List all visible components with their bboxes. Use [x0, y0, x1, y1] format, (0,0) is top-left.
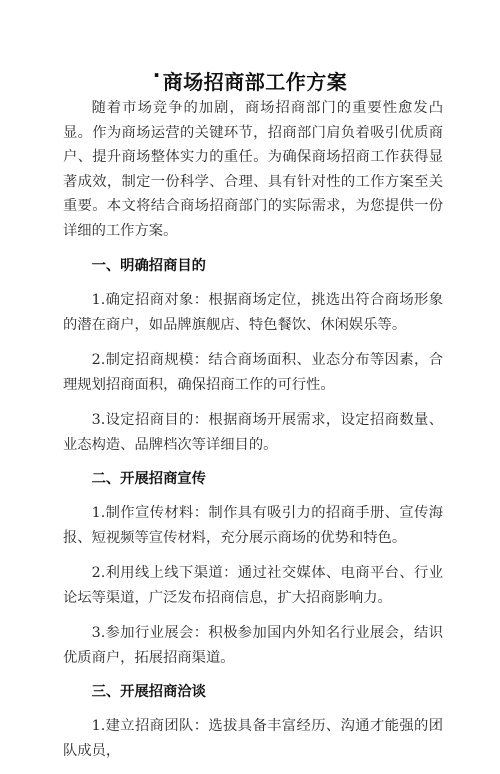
- section-1-item-3: 3.设定招商目的：根据商场开展需求，设定招商数量、业态构造、品牌档次等详细目的。: [63, 412, 443, 453]
- document-title: [0, 63, 500, 95]
- intro-paragraph: 随着市场竞争的加剧，商场招商部门的重要性愈发凸显。作为商场运营的关键环节，招商部门肩负着吸引优质商户、提升商场整体实力的重任。为确保商场招商工作获得显著成效，制定一份科学、合理、具有针对性的工作方案至关重要。本文将结合商场招商部门的实际需求，为您提供一份详细的工作方案。: [63, 100, 443, 239]
- section-1-item-1: 1.确定招商对象：根据商场定位，挑选出符合商场形象的潜在商户，如品牌旗舰店、特色餐饮、休闲娱乐等。: [63, 292, 443, 333]
- section-2-item-2: 2.利用线上线下渠道：通过社交媒体、电商平台、行业论坛等渠道，广泛发布招商信息，扩大招商影响力。: [63, 565, 443, 606]
- section-heading-3: 三、开展招商洽谈: [91, 684, 206, 700]
- section-3-item-1: 1.建立招商团队：选拔具备丰富经历、沟通才能强的团队成员，: [63, 718, 443, 759]
- document-body: [63, 96, 443, 774]
- title-mark: ·: [152, 63, 161, 87]
- section-heading-2: 二、开展招商宣传: [91, 471, 206, 487]
- section-2-item-3: 3.参加行业展会：积极参加国内外知名行业展会，结识优质商户，拓展招商渠道。: [63, 625, 443, 666]
- section-heading-1: 一、明确招商目的: [91, 258, 206, 274]
- section-2-item-1: 1.制作宣传材料：制作具有吸引力的招商手册、宣传海报、短视频等宣传材料，充分展示商场的优势和特色。: [63, 505, 443, 546]
- title-text: 商场招商部工作方案: [162, 70, 348, 94]
- section-1-item-2: 2.制定招商规模：结合商场面积、业态分布等因素，合理规划招商面积，确保招商工作的可行性。: [63, 352, 443, 393]
